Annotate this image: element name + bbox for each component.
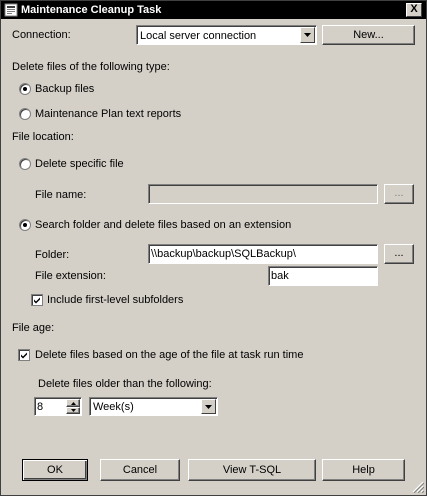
connection-dropdown-button[interactable] (300, 27, 315, 43)
resize-grip-icon[interactable] (412, 481, 424, 493)
search-folder-radio[interactable] (19, 219, 31, 231)
folder-label: Folder: (35, 249, 70, 261)
file-name-browse-button[interactable]: ... (384, 184, 414, 204)
checkmark-icon (32, 295, 42, 305)
include-subfolders-label[interactable]: Include first-level subfolders (47, 294, 184, 306)
spin-up-button[interactable] (66, 399, 80, 407)
chevron-down-icon (205, 405, 212, 409)
file-name-field[interactable] (148, 184, 378, 204)
close-icon: X (410, 3, 418, 15)
age-unit-combo[interactable] (89, 397, 218, 416)
connection-combo[interactable] (136, 25, 317, 45)
new-connection-button[interactable]: New... (322, 25, 415, 45)
file-age-heading: File age: (12, 322, 55, 334)
spin-down-button[interactable] (66, 407, 80, 414)
age-count-value: 8 (37, 401, 44, 413)
text-reports-radio[interactable] (19, 108, 31, 120)
folder-browse-button[interactable]: ... (384, 244, 414, 264)
connection-label: Connection: (12, 29, 71, 41)
delete-specific-file-label[interactable]: Delete specific file (35, 158, 124, 170)
spin-down-icon (71, 409, 76, 412)
file-name-label: File name: (35, 189, 87, 201)
backup-files-radio[interactable] (19, 83, 31, 95)
close-button[interactable] (406, 3, 422, 17)
age-count-stepper[interactable] (34, 397, 82, 416)
stepper-buttons (66, 399, 80, 414)
view-tsql-button[interactable]: View T-SQL (188, 459, 316, 481)
file-extension-label: File extension: (35, 270, 106, 282)
file-location-heading: File location: (12, 131, 74, 143)
age-unit-value: Week(s) (93, 401, 134, 413)
spin-up-icon (71, 402, 76, 405)
delete-specific-file-radio[interactable] (19, 158, 31, 170)
window-title: Maintenance Cleanup Task (21, 4, 162, 16)
chevron-down-icon (304, 33, 311, 37)
title-bar[interactable] (1, 1, 426, 19)
age-unit-dropdown-button[interactable] (201, 399, 216, 414)
delete-by-age-label[interactable]: Delete files based on the age of the file at task run time (35, 349, 304, 361)
ok-button[interactable]: OK (22, 459, 88, 481)
help-button[interactable]: Help (322, 459, 405, 481)
connection-value: Local server connection (140, 30, 257, 42)
search-folder-label[interactable]: Search folder and delete files based on an extension (35, 219, 292, 231)
backup-files-label[interactable]: Backup files (35, 83, 95, 95)
file-type-heading: Delete files of the following type: (12, 61, 170, 73)
delete-by-age-checkbox[interactable] (18, 349, 30, 361)
checkmark-icon (19, 350, 29, 360)
include-subfolders-checkbox[interactable] (31, 294, 43, 306)
folder-field[interactable]: \\backup\backup\SQLBackup\ (148, 244, 378, 264)
cancel-button[interactable]: Cancel (100, 459, 180, 481)
task-icon (4, 3, 18, 17)
older-than-label: Delete files older than the following: (38, 378, 212, 390)
text-reports-label[interactable]: Maintenance Plan text reports (35, 108, 182, 120)
file-extension-field[interactable]: bak (268, 266, 378, 286)
